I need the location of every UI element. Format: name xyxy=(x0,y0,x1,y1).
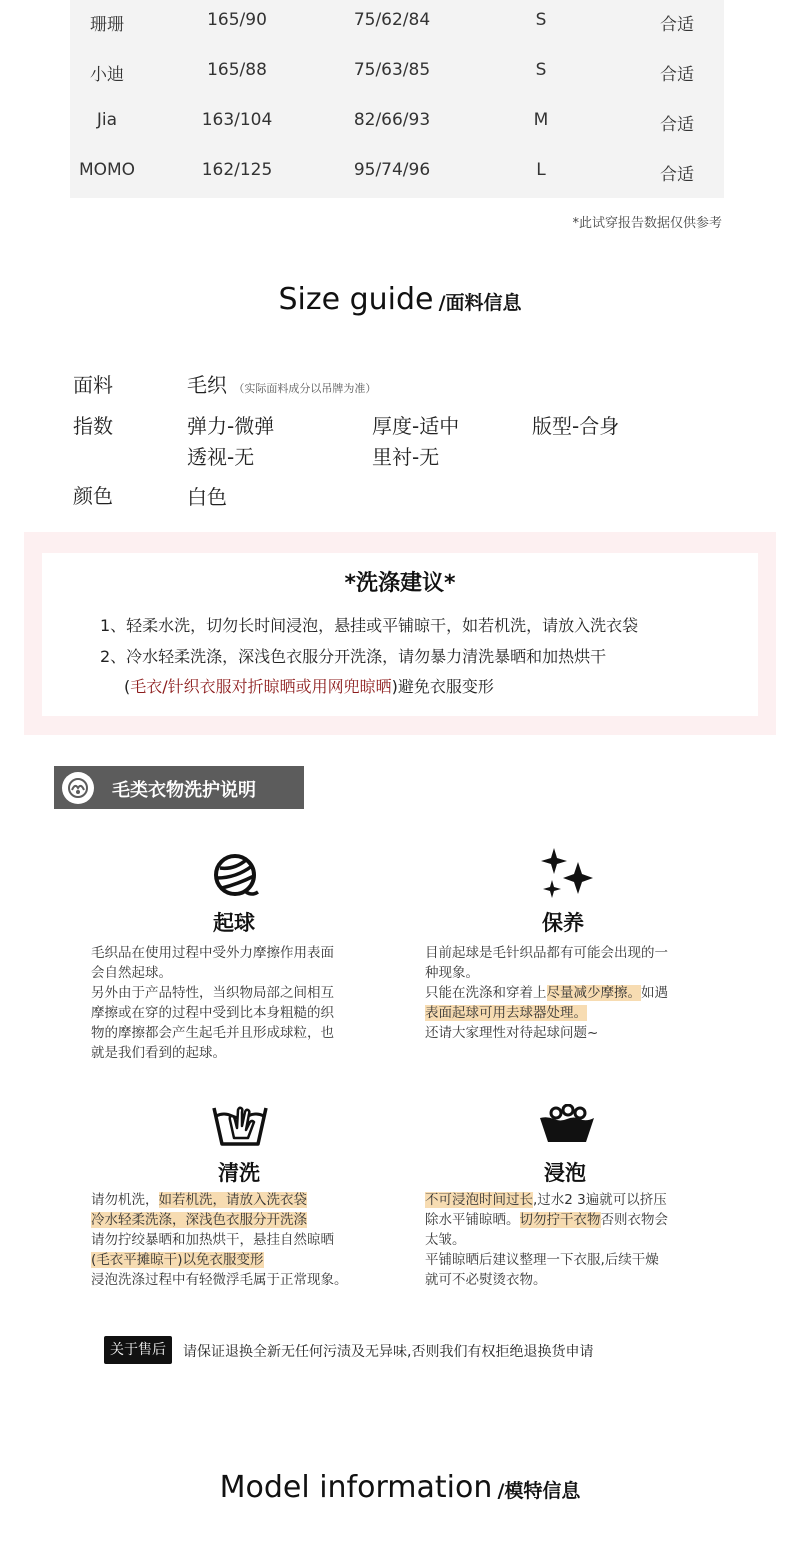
text-line xyxy=(425,983,668,1003)
model-info-title-en: Model information xyxy=(219,1470,493,1505)
size-guide-title-en: Size guide xyxy=(278,282,434,317)
text-line xyxy=(91,1250,348,1270)
maintenance-title: 保养 xyxy=(542,911,584,935)
wash-warning: 毛衣/针织衣服对折晾晒或用网兜晾晒 xyxy=(130,677,392,696)
text-line: 太皱。 xyxy=(425,1232,466,1248)
see-through: 透视-无 xyxy=(187,445,255,469)
text-highlight: 不可浸泡时间过长 xyxy=(425,1192,533,1208)
text-plain: 只能在洗涤和穿着上 xyxy=(425,985,547,1001)
measurements: 82/66/93 xyxy=(353,110,431,130)
table-row xyxy=(70,106,724,136)
model-name: Jia xyxy=(96,110,118,130)
size-guide-title-zh: /面料信息 xyxy=(438,292,522,314)
text-highlight: 表面起球可用去球器处理。 xyxy=(425,1005,587,1021)
fabric-label: 面料 xyxy=(73,373,113,397)
fit: 合适 xyxy=(660,65,694,85)
height-weight: 163/104 xyxy=(201,110,273,130)
text-line: 就可不必熨烫衣物。 xyxy=(425,1272,547,1288)
text-highlight: 如若机洗，请放入洗衣袋 xyxy=(158,1192,307,1208)
text-line: 物的摩擦都会产生起毛并且形成球粒，也 xyxy=(91,1025,334,1041)
wash-line-2: 2、冷水轻柔洗涤，深浅色衣服分开洗涤，请勿暴力清洗暴晒和加热烘干 xyxy=(100,647,607,666)
size-guide-title xyxy=(0,282,800,317)
color-label: 颜色 xyxy=(73,484,113,508)
care-logo-icon xyxy=(62,772,94,804)
paren-open: ( xyxy=(124,677,131,696)
model-name: 珊珊 xyxy=(90,15,124,35)
yarn-ball-icon xyxy=(212,852,260,900)
color-value: 白色 xyxy=(187,485,227,509)
lining: 里衬-无 xyxy=(372,445,440,469)
thickness: 厚度-适中 xyxy=(372,414,460,438)
soaking-title: 浸泡 xyxy=(544,1161,586,1185)
text-line: 毛织品在使用过程中受外力摩擦作用表面 xyxy=(91,945,334,961)
text-line: 另外由于产品特性，当织物局部之间相互 xyxy=(91,985,334,1001)
wash-line-3 xyxy=(124,674,494,697)
text-highlight: 冷水轻柔洗涤，深浅色衣服分开洗涤 xyxy=(91,1212,307,1228)
height-weight: 162/125 xyxy=(201,160,273,180)
text-line xyxy=(91,1210,348,1230)
index-label: 指数 xyxy=(73,414,113,438)
text-line: 种现象。 xyxy=(425,965,479,981)
fabric-note: （实际面料成分以吊牌为准） xyxy=(233,382,377,395)
fit-type: 版型-合身 xyxy=(532,414,620,438)
table-row xyxy=(70,6,724,36)
text-line: 请勿拧绞暴晒和加热烘干，悬挂自然晾晒 xyxy=(91,1232,334,1248)
text-line: 会自然起球。 xyxy=(91,965,172,981)
text-line xyxy=(425,1190,668,1210)
hand-wash-icon xyxy=(212,1100,268,1148)
fabric-value: 毛织 xyxy=(187,373,227,397)
size: L xyxy=(536,160,546,180)
text-highlight: 切勿拧干衣物 xyxy=(519,1212,601,1228)
size: M xyxy=(533,110,549,130)
size-table xyxy=(70,0,724,198)
soak-basin-icon xyxy=(538,1104,596,1144)
measurements: 75/62/84 xyxy=(353,10,431,30)
pilling-text xyxy=(91,943,334,1063)
maintenance-text xyxy=(425,943,668,1043)
text-plain: 否则衣物会 xyxy=(600,1212,668,1228)
text-line xyxy=(91,1190,348,1210)
washing-title: 清洗 xyxy=(218,1161,260,1185)
fabric-value-wrap xyxy=(187,369,376,398)
text-line xyxy=(425,1210,668,1230)
wash-line-1: 1、轻柔水洗，切勿长时间浸泡，悬挂或平铺晾干，如若机洗，请放入洗衣袋 xyxy=(100,616,639,635)
text-line: 还请大家理性对待起球问题~ xyxy=(425,1025,599,1041)
text-highlight: 尽量减少摩擦。 xyxy=(546,985,641,1001)
fit: 合适 xyxy=(660,115,694,135)
measurements: 95/74/96 xyxy=(353,160,431,180)
model-name: 小迪 xyxy=(90,65,124,85)
text-line: 目前起球是毛针织品都有可能会出现的一 xyxy=(425,945,668,961)
after-sales-text: 请保证退换全新无任何污渍及无异味,否则我们有权拒绝退换货申请 xyxy=(183,1344,594,1360)
height-weight: 165/90 xyxy=(207,10,267,30)
wash-line-3-rest: )避免衣服变形 xyxy=(391,677,494,696)
size: S xyxy=(535,10,547,30)
text-highlight: (毛衣平摊晾干)以免衣服变形 xyxy=(91,1252,264,1268)
table-row xyxy=(70,156,724,186)
text-line: 平铺晾晒后建议整理一下衣服,后续干燥 xyxy=(425,1252,659,1268)
text-line: 浸泡洗涤过程中有轻微浮毛属于正常现象。 xyxy=(91,1272,348,1288)
model-info-title xyxy=(0,1470,800,1505)
text-plain: 除水平铺晾晒。 xyxy=(425,1212,520,1228)
text-line: 摩擦或在穿的过程中受到比本身粗糙的织 xyxy=(91,1005,334,1021)
height-weight: 165/88 xyxy=(207,60,267,80)
fit: 合适 xyxy=(660,165,694,185)
after-sales-badge: 关于售后 xyxy=(104,1336,172,1364)
model-name: MOMO xyxy=(78,160,136,180)
measurements: 75/63/85 xyxy=(353,60,431,80)
washing-text xyxy=(91,1190,348,1290)
fit: 合适 xyxy=(660,15,694,35)
pilling-title: 起球 xyxy=(213,911,255,935)
wash-title: *洗涤建议* xyxy=(344,571,456,596)
soaking-text xyxy=(425,1190,668,1290)
text-plain: 请勿机洗， xyxy=(91,1192,159,1208)
care-header-title: 毛类衣物洗护说明 xyxy=(112,780,256,801)
text-line: 就是我们看到的起球。 xyxy=(91,1045,226,1061)
table-note: *此试穿报告数据仅供参考 xyxy=(572,216,722,231)
table-row xyxy=(70,56,724,86)
elasticity: 弹力-微弹 xyxy=(187,414,275,438)
size: S xyxy=(535,60,547,80)
text-plain: 如遇 xyxy=(641,985,668,1001)
model-info-title-zh: /模特信息 xyxy=(497,1480,581,1502)
sparkle-icon xyxy=(538,846,594,902)
text-line xyxy=(425,1003,668,1023)
text-plain: ,过水2 3遍就可以挤压 xyxy=(533,1192,667,1208)
